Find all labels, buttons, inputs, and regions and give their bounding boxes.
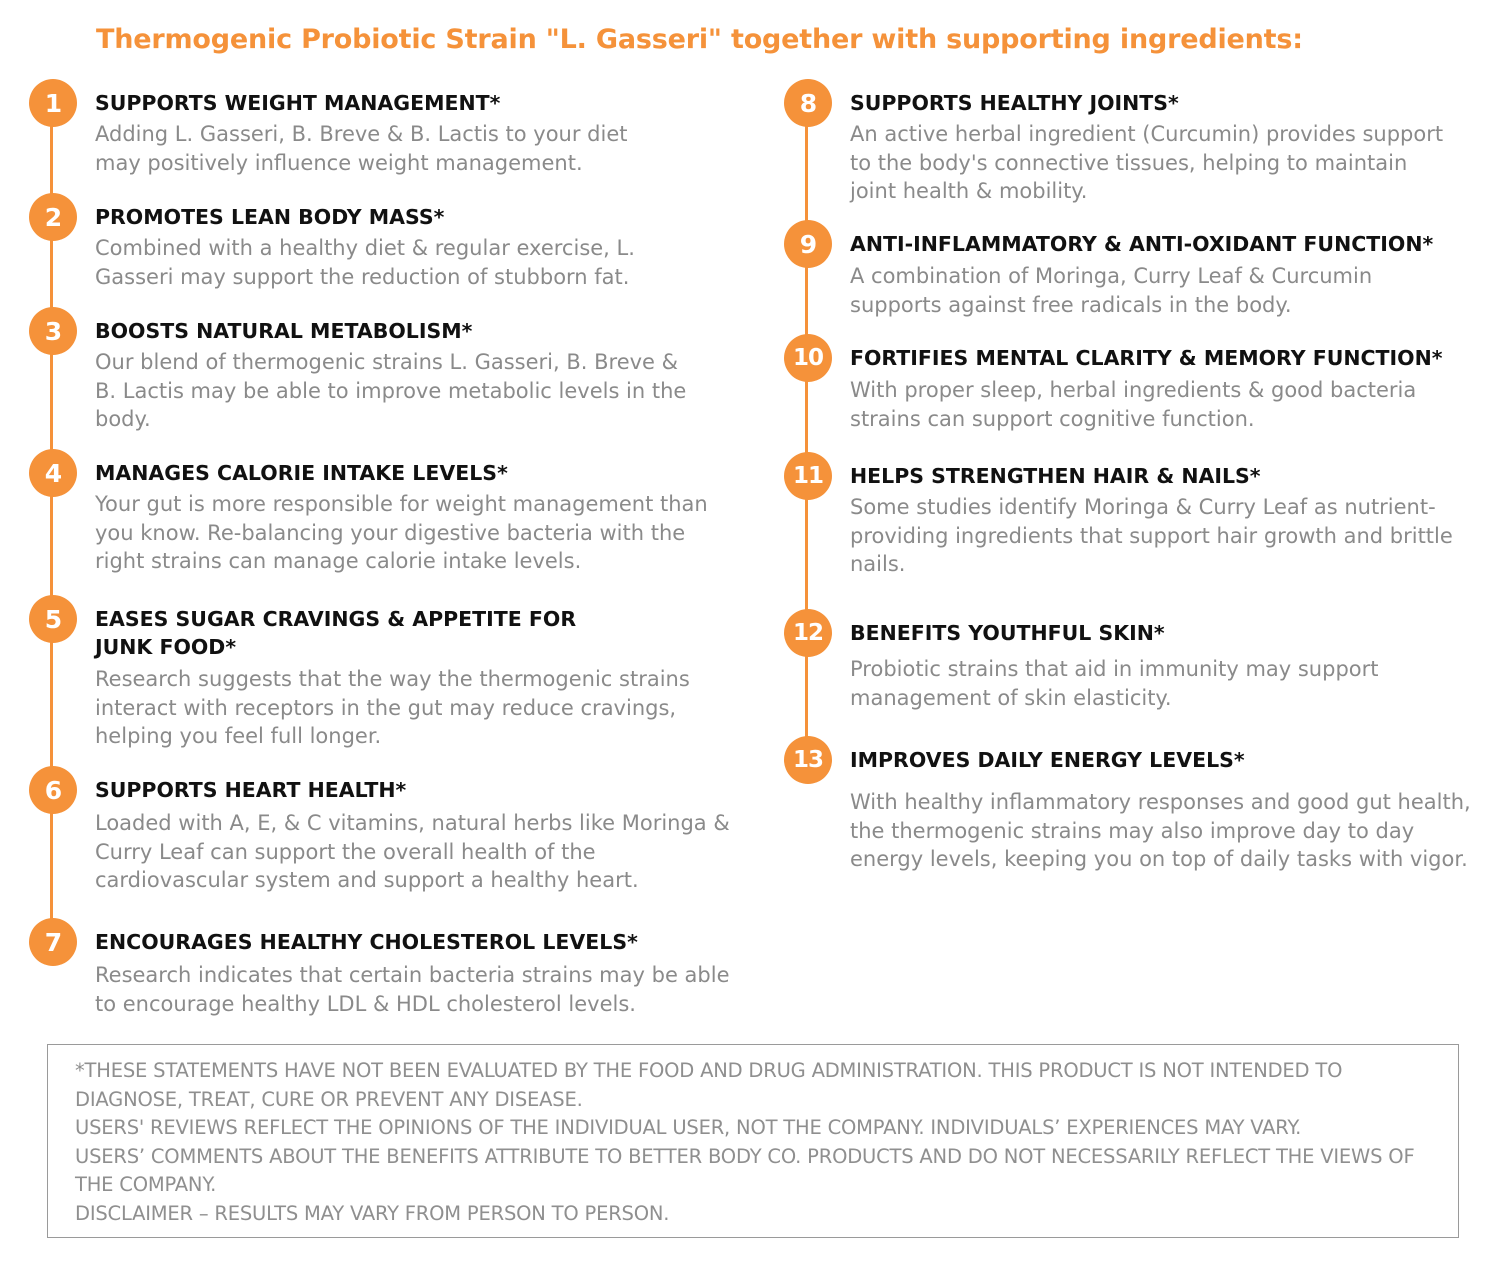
benefit-description: With proper sleep, herbal ingredients & good bacteria strains can support cognitive function. bbox=[850, 378, 1417, 431]
disclaimer-line: USERS’ COMMENTS ABOUT THE BENEFITS ATTRIBUTE TO BETTER BODY CO. PRODUCTS AND DO NOT NECESSARILY REFLECT THE VIEWS OF THE COMPANY. bbox=[75, 1144, 1415, 1196]
step-number-badge: 5 bbox=[29, 595, 77, 643]
step-number-badge: 8 bbox=[784, 79, 832, 127]
benefit-description: Your gut is more responsible for weight management than you know. Re-balancing your digestive bacteria with the right strains can manage calorie intake levels. bbox=[95, 492, 708, 573]
benefit-heading: ANTI-INFLAMMATORY & ANTI-OXIDANT FUNCTION* bbox=[850, 232, 1434, 256]
disclaimer-text bbox=[75, 1057, 1445, 1228]
disclaimer-line: *THESE STATEMENTS HAVE NOT BEEN EVALUATED BY THE FOOD AND DRUG ADMINISTRATION. THIS PRODUCT IS NOT INTENDED TO DIAGNOSE, TREAT, CURE OR PREVENT ANY DISEASE. bbox=[75, 1059, 1343, 1111]
benefit-heading: EASES SUGAR CRAVINGS & APPETITE FOR JUNK FOOD* bbox=[95, 607, 577, 659]
benefit-description: Some studies identify Moringa & Curry Leaf as nutrient-providing ingredients that support hair growth and brittle nails. bbox=[850, 495, 1453, 576]
benefit-heading: MANAGES CALORIE INTAKE LEVELS* bbox=[95, 461, 508, 485]
step-number-badge: 4 bbox=[29, 449, 77, 497]
step-number-badge: 12 bbox=[784, 609, 832, 657]
benefit-heading: SUPPORTS HEALTHY JOINTS* bbox=[850, 91, 1179, 115]
benefit-heading: FORTIFIES MENTAL CLARITY & MEMORY FUNCTION* bbox=[850, 346, 1443, 370]
benefit-heading: BENEFITS YOUTHFUL SKIN* bbox=[850, 621, 1165, 645]
benefit-heading: PROMOTES LEAN BODY MASS* bbox=[95, 205, 445, 229]
step-number-badge: 6 bbox=[29, 766, 77, 814]
benefit-heading: HELPS STRENGTHEN HAIR & NAILS* bbox=[850, 464, 1261, 488]
benefit-description: Adding L. Gasseri, B. Breve & B. Lactis to your diet may positively influence weight management. bbox=[95, 122, 628, 175]
page-title: Thermogenic Probiotic Strain "L. Gasseri" together with supporting ingredients: bbox=[96, 24, 1303, 55]
disclaimer-line: DISCLAIMER – RESULTS MAY VARY FROM PERSON TO PERSON. bbox=[75, 1201, 670, 1225]
benefit-description: A combination of Moringa, Curry Leaf & Curcumin supports against free radicals in the body. bbox=[850, 264, 1373, 317]
benefit-heading: BOOSTS NATURAL METABOLISM* bbox=[95, 319, 473, 343]
benefit-description: Loaded with A, E, & C vitamins, natural herbs like Moringa & Curry Leaf can support the overall health of the cardiovascular system and support a healthy heart. bbox=[95, 811, 730, 892]
benefit-heading: SUPPORTS WEIGHT MANAGEMENT* bbox=[95, 91, 501, 115]
benefit-heading: ENCOURAGES HEALTHY CHOLESTEROL LEVELS* bbox=[95, 930, 638, 954]
step-number-badge: 7 bbox=[29, 918, 77, 966]
step-number-badge: 10 bbox=[784, 334, 832, 382]
benefit-description: Probiotic strains that aid in immunity may support management of skin elasticity. bbox=[850, 657, 1379, 710]
timeline-line-right bbox=[805, 100, 808, 760]
step-number-badge: 3 bbox=[29, 307, 77, 355]
step-number-badge: 13 bbox=[784, 736, 832, 784]
benefit-description: With healthy inflammatory responses and good gut health, the thermogenic strains may also improve day to day energy levels, keeping you on top of daily tasks with vigor. bbox=[850, 790, 1471, 871]
disclaimer-line: USERS' REVIEWS REFLECT THE OPINIONS OF THE INDIVIDUAL USER, NOT THE COMPANY. INDIVIDUALS’ EXPERIENCES MAY VARY. bbox=[75, 1116, 1302, 1139]
benefit-heading: IMPROVES DAILY ENERGY LEVELS* bbox=[850, 748, 1245, 772]
benefit-description: Research suggests that the way the thermogenic strains interact with receptors in the gut may reduce cravings, helping you feel full longer. bbox=[95, 667, 690, 748]
step-number-badge: 2 bbox=[29, 193, 77, 241]
benefit-description: Our blend of thermogenic strains L. Gasseri, B. Breve & B. Lactis may be able to improve metabolic levels in the body. bbox=[95, 350, 687, 431]
step-number-badge: 1 bbox=[29, 79, 77, 127]
step-number-badge: 9 bbox=[784, 220, 832, 268]
disclaimer-box bbox=[47, 1044, 1459, 1238]
benefit-description: An active herbal ingredient (Curcumin) provides support to the body's connective tissues, helping to maintain joint health & mobility. bbox=[850, 122, 1444, 203]
benefit-heading: SUPPORTS HEART HEALTH* bbox=[95, 778, 407, 802]
step-number-badge: 11 bbox=[784, 452, 832, 500]
benefit-description: Research indicates that certain bacteria strains may be able to encourage healthy LDL & HDL cholesterol levels. bbox=[95, 963, 730, 1016]
benefit-description: Combined with a healthy diet & regular exercise, L. Gasseri may support the reduction of stubborn fat. bbox=[95, 236, 635, 289]
